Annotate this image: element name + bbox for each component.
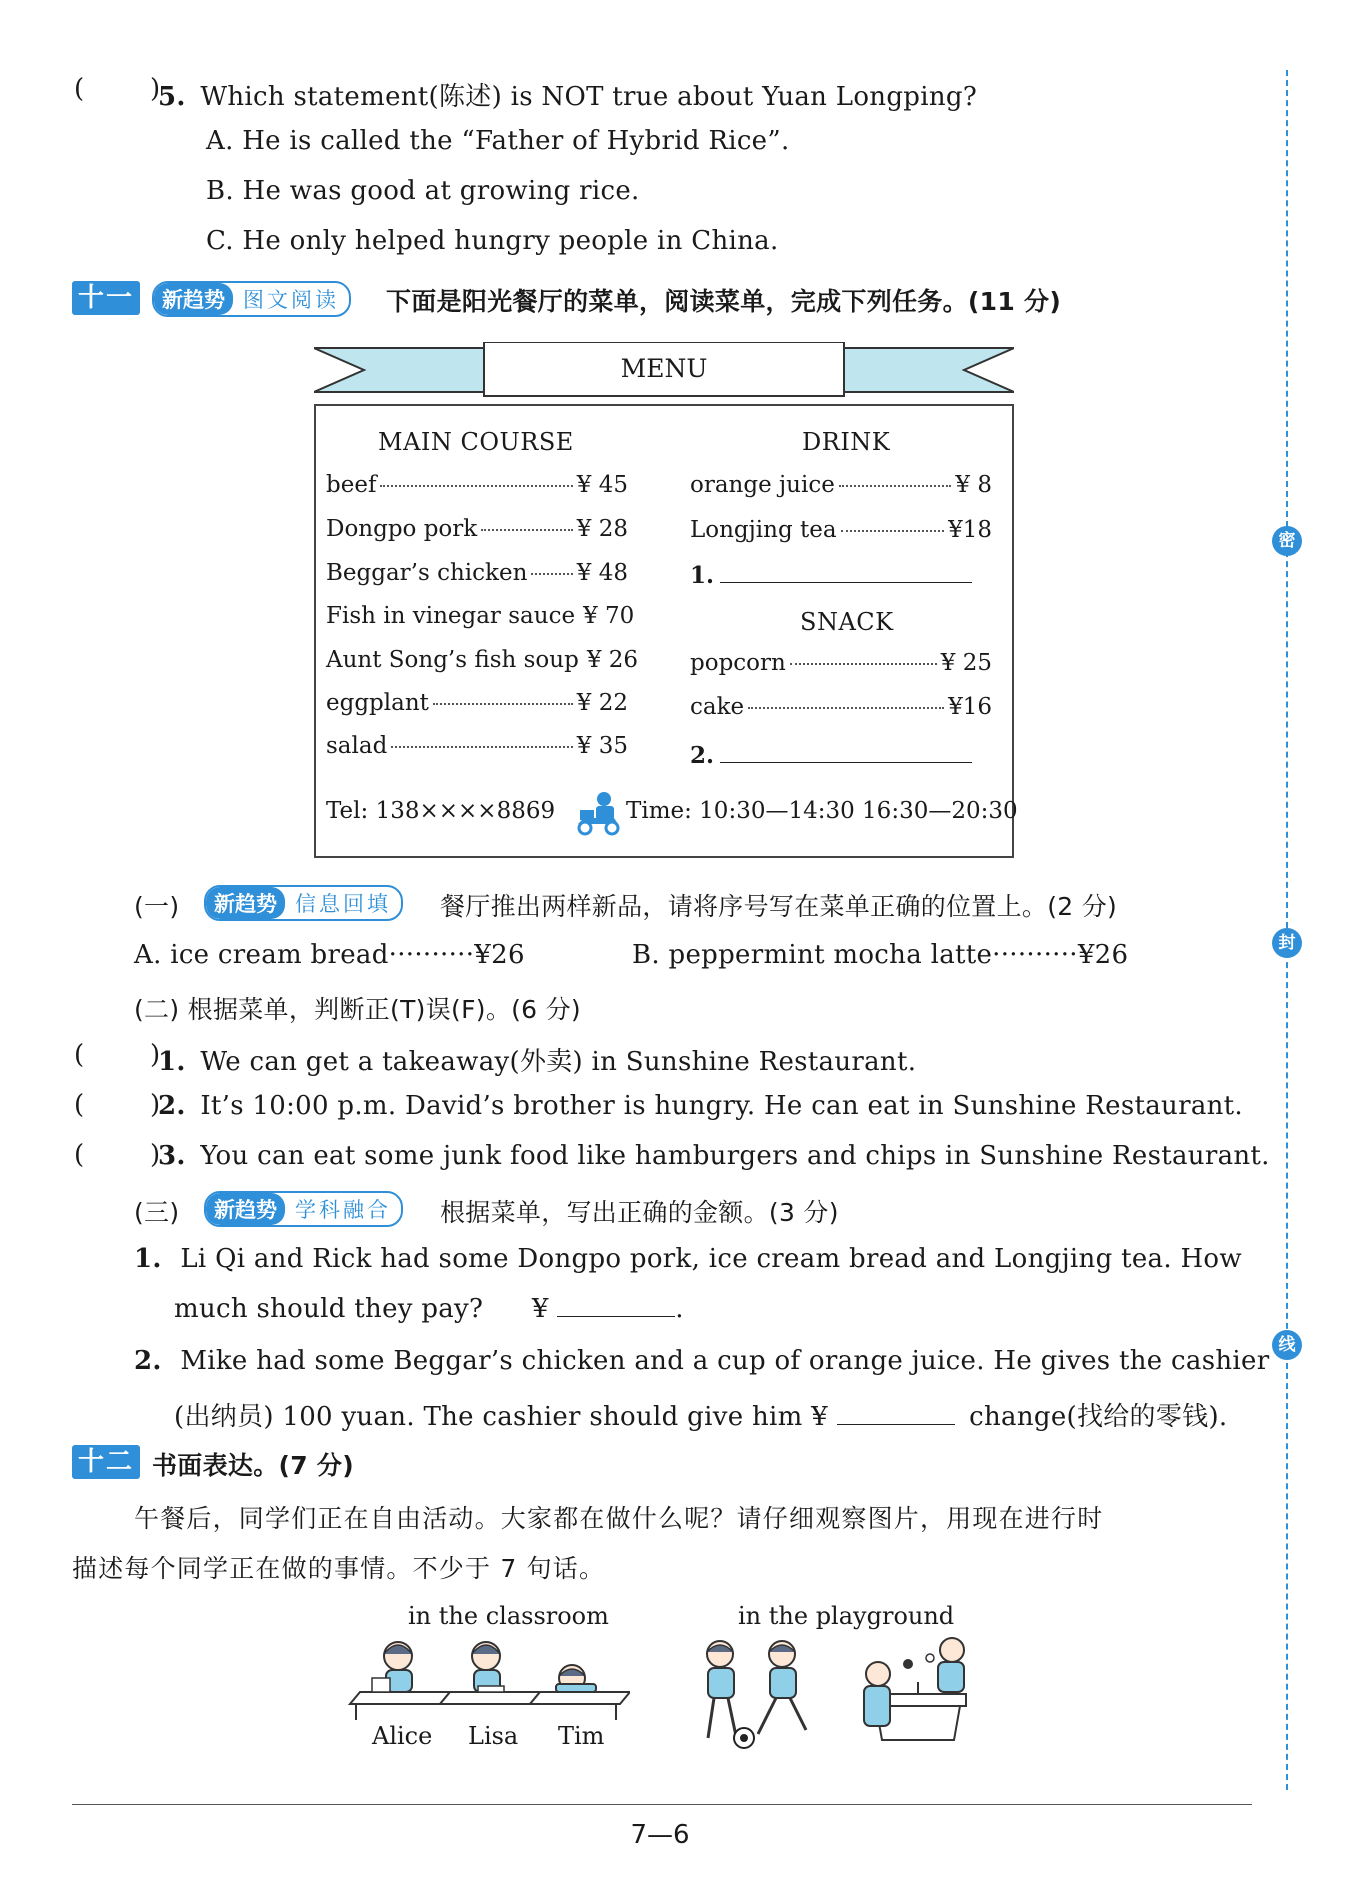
section-12-title: 书面表达。(7 分) — [152, 1451, 354, 1480]
part-3-title: 根据菜单，写出正确的金额。(3 分) — [440, 1198, 839, 1227]
menu-time: Time: 10:30—14:30 16:30—20:30 — [626, 798, 1018, 824]
part-2-title: (二) 根据菜单，判断正(T)误(F)。(6 分) — [134, 995, 581, 1024]
blank-number: 2. — [690, 742, 715, 769]
menu-item-price: ¥ 26 — [586, 647, 639, 673]
trend-badge-main: 新趋势 — [154, 283, 233, 315]
section-11-number: 十一 — [72, 281, 140, 315]
menu-item-name: Beggar’s chicken — [326, 560, 528, 586]
footer-rule — [72, 1804, 1252, 1805]
tf-question-3 — [158, 1141, 1270, 1171]
seal-mark-2: 封 — [1272, 928, 1302, 958]
answer-blank[interactable] — [557, 1316, 675, 1317]
answer-paren-open: ( — [74, 1090, 85, 1120]
option-c: C. He only helped hungry people in China. — [206, 226, 779, 256]
menu-item-fish-soup — [326, 647, 639, 673]
trend-badge-sub: 学科融合 — [295, 1198, 391, 1222]
question-text: Mike had some Beggar’s chicken and a cup of orange juice. He gives the cashier — [180, 1346, 1270, 1376]
menu-banner-title: MENU — [620, 354, 708, 383]
question-text: (出纳员) 100 yuan. The cashier should give him ¥ — [174, 1402, 828, 1432]
answer-paren-open: ( — [74, 74, 85, 104]
question-number: 2. — [134, 1346, 162, 1376]
menu-item-eggplant — [326, 690, 628, 716]
page-number: 7—6 — [630, 1820, 690, 1850]
menu-item-price: ¥18 — [948, 517, 992, 543]
part-1-title: 餐厅推出两样新品，请将序号写在菜单正确的位置上。(2 分) — [440, 892, 1118, 921]
menu-item-popcorn — [690, 650, 992, 676]
question-number: 1. — [158, 1047, 186, 1077]
question-text: Which statement(陈述) is NOT true about Yuan Longping? — [200, 82, 978, 112]
menu-item-fish-vinegar — [326, 603, 635, 629]
menu-item-price: ¥ 35 — [576, 733, 628, 759]
menu-item-name: salad — [326, 733, 388, 759]
drink-blank[interactable] — [690, 562, 972, 589]
blank-number: 1. — [690, 562, 715, 589]
option-a: A. He is called the “Father of Hybrid Rice”. — [206, 126, 790, 156]
snack-blank[interactable] — [690, 742, 972, 769]
option-b: B. He was good at growing rice. — [206, 176, 640, 206]
question-number: 1. — [134, 1244, 162, 1274]
question-number: 5. — [158, 82, 186, 112]
drink-title: DRINK — [802, 428, 891, 456]
period: . — [675, 1294, 684, 1324]
menu-item-price: ¥ 45 — [576, 472, 628, 498]
answer-blank[interactable] — [837, 1424, 955, 1425]
section-12-number: 十二 — [72, 1445, 140, 1479]
classroom-illustration — [346, 1634, 630, 1720]
menu-item-name: Fish in vinegar sauce — [326, 603, 576, 629]
answer-paren-open: ( — [74, 1140, 85, 1170]
main-course-title: MAIN COURSE — [378, 428, 574, 456]
snack-title: SNACK — [800, 608, 894, 636]
question-number: 2. — [158, 1091, 186, 1121]
trend-badge — [152, 281, 351, 317]
yen-sign: ¥ — [531, 1294, 549, 1324]
kid-name-alice: Alice — [372, 1722, 433, 1750]
question-number: 3. — [158, 1141, 186, 1171]
kid-name-tim: Tim — [558, 1722, 605, 1750]
question-5 — [158, 76, 977, 113]
part-3-label: (三) — [134, 1198, 180, 1227]
menu-item-name: cake — [690, 694, 745, 720]
calc-question-1-line2 — [174, 1294, 684, 1324]
menu-item-name: beef — [326, 472, 377, 498]
question-text: change(找给的零钱). — [969, 1402, 1228, 1432]
delivery-scooter-icon — [574, 790, 624, 836]
menu-item-name: Dongpo pork — [326, 516, 478, 542]
menu-item-beef — [326, 472, 628, 498]
seal-mark-3: 线 — [1272, 1330, 1302, 1360]
kid-name-lisa: Lisa — [468, 1722, 519, 1750]
trend-badge — [204, 885, 403, 921]
caption-classroom: in the classroom — [408, 1602, 609, 1630]
menu-tel: Tel: 138××××8869 — [326, 798, 556, 824]
trend-badge-main: 新趋势 — [206, 887, 285, 919]
writing-instruction-1: 午餐后，同学们正在自由活动。大家都在做什么呢？请仔细观察图片，用现在进行时 — [134, 1504, 1104, 1533]
menu-item-name: orange juice — [690, 472, 835, 498]
part-1-label: (一) — [134, 892, 180, 921]
answer-paren-close: ) — [150, 1040, 161, 1070]
menu-item-salad — [326, 733, 628, 759]
question-text: You can eat some junk food like hamburgers and chips in Sunshine Restaurant. — [200, 1141, 1270, 1171]
question-text: Li Qi and Rick had some Dongpo pork, ice cream bread and Longjing tea. How — [180, 1244, 1242, 1274]
menu-item-price: ¥ 25 — [940, 650, 992, 676]
trend-badge-sub: 信息回填 — [295, 892, 391, 916]
caption-playground: in the playground — [738, 1602, 955, 1630]
seal-mark-1: 密 — [1272, 526, 1302, 556]
trend-badge — [204, 1191, 403, 1227]
calc-question-2 — [134, 1346, 1269, 1376]
menu-item-price: ¥16 — [948, 694, 992, 720]
menu-item-dongpo-pork — [326, 516, 628, 542]
writing-instruction-2: 描述每个同学正在做的事情。不少于 7 句话。 — [72, 1554, 606, 1583]
menu-item-name: popcorn — [690, 650, 786, 676]
question-text: We can get a takeaway(外卖) in Sunshine Restaurant. — [200, 1047, 917, 1077]
tf-question-1 — [158, 1041, 916, 1078]
menu-item-price: ¥ 8 — [955, 472, 992, 498]
menu-item-beggars-chicken — [326, 560, 628, 586]
section-11-title: 下面是阳光餐厅的菜单，阅读菜单，完成下列任务。(11 分) — [386, 287, 1062, 316]
menu-item-longjing-tea — [690, 517, 992, 543]
new-item-b: B. peppermint mocha latte··········¥26 — [632, 940, 1129, 970]
menu-item-orange-juice — [690, 472, 992, 498]
menu-item-price: ¥ 48 — [576, 560, 628, 586]
trend-badge-sub: 图文阅读 — [243, 288, 339, 312]
menu-item-name: Longjing tea — [690, 517, 837, 543]
new-item-a: A. ice cream bread··········¥26 — [134, 940, 525, 970]
question-text: It’s 10:00 p.m. David’s brother is hungry. He can eat in Sunshine Restaurant. — [200, 1091, 1243, 1121]
answer-paren-close: ) — [150, 1140, 161, 1170]
calc-question-2-line2 — [174, 1396, 1227, 1433]
calc-question-1 — [134, 1244, 1242, 1274]
menu-item-price: ¥ 70 — [583, 603, 635, 629]
menu-item-name: Aunt Song’s fish soup — [326, 647, 579, 673]
question-text: much should they pay? — [174, 1294, 484, 1324]
answer-paren-close: ) — [150, 74, 161, 104]
menu-item-price: ¥ 28 — [576, 516, 628, 542]
tf-question-2 — [158, 1091, 1243, 1121]
menu-card — [314, 404, 1018, 858]
playground-illustration — [690, 1634, 980, 1752]
menu-item-name: eggplant — [326, 690, 429, 716]
menu-item-cake — [690, 694, 992, 720]
menu-item-price: ¥ 22 — [576, 690, 628, 716]
answer-paren-open: ( — [74, 1040, 85, 1070]
answer-paren-close: ) — [150, 1090, 161, 1120]
trend-badge-main: 新趋势 — [206, 1193, 285, 1225]
